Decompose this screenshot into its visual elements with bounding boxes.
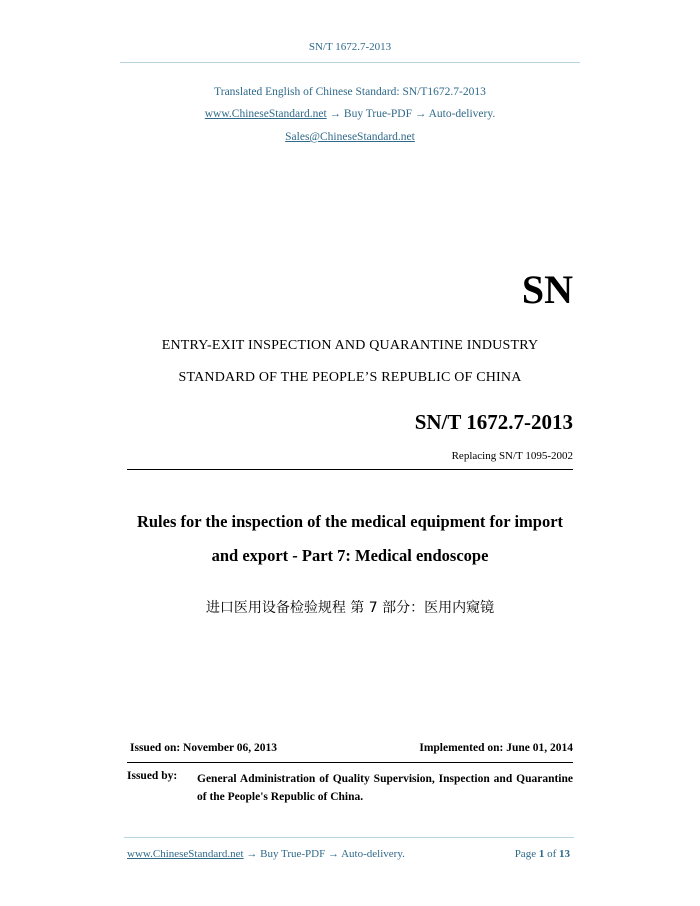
footer-divider [124, 837, 574, 838]
page-label: Page [514, 848, 537, 860]
page-total: 13 [559, 848, 570, 860]
issued-on-date: Issued on: November 06, 2013 [130, 742, 278, 754]
footer-site-link[interactable]: www.ChineseStandard.net [127, 848, 244, 860]
replacing-note: Replacing SN/T 1095-2002 [451, 450, 573, 462]
issued-by-text: General Administration of Quality Supervision, Inspection and Quarantine of the People's Republic of China. [197, 773, 573, 803]
site-link[interactable]: www.ChineseStandard.net [204, 108, 327, 120]
page-current: 1 [538, 848, 545, 860]
chinese-title: 进口医用设备检验规程 第 7 部分：医用内窥镜 [205, 600, 495, 616]
promo-translated-line: Translated English of Chinese Standard: SN/T1672.7-2013 [214, 86, 486, 98]
sn-mark: SN [521, 267, 573, 312]
promo-buy-text: → Buy True-PDF → Auto-delivery. [326, 108, 496, 120]
promo-email-line [0, 131, 700, 143]
running-header: SN/T 1672.7-2013 [308, 41, 392, 53]
title-line-1: Rules for the inspection of the medical equipment for import [136, 512, 564, 531]
industry-line-1: ENTRY-EXIT INSPECTION AND QUARANTINE INDUSTRY [161, 338, 539, 353]
issued-by-label: Issued by: [127, 770, 178, 782]
promo-buy-line [0, 108, 700, 120]
title-divider [127, 469, 573, 470]
page-number [515, 848, 570, 860]
header-divider [120, 62, 580, 63]
industry-line-2: STANDARD OF THE PEOPLE’S REPUBLIC OF CHINA [178, 370, 522, 385]
footer-buy-text: → Buy True-PDF → Auto-delivery. [243, 848, 405, 860]
footer-promo [127, 848, 405, 860]
sales-email-link[interactable]: Sales@ChineseStandard.net [285, 131, 415, 143]
standard-code: SN/T 1672.7-2013 [414, 410, 573, 434]
page-of: of [547, 848, 557, 860]
dates-divider [127, 762, 573, 763]
implemented-on-date: Implemented on: June 01, 2014 [419, 742, 573, 754]
title-line-2: and export - Part 7: Medical endoscope [211, 546, 489, 565]
